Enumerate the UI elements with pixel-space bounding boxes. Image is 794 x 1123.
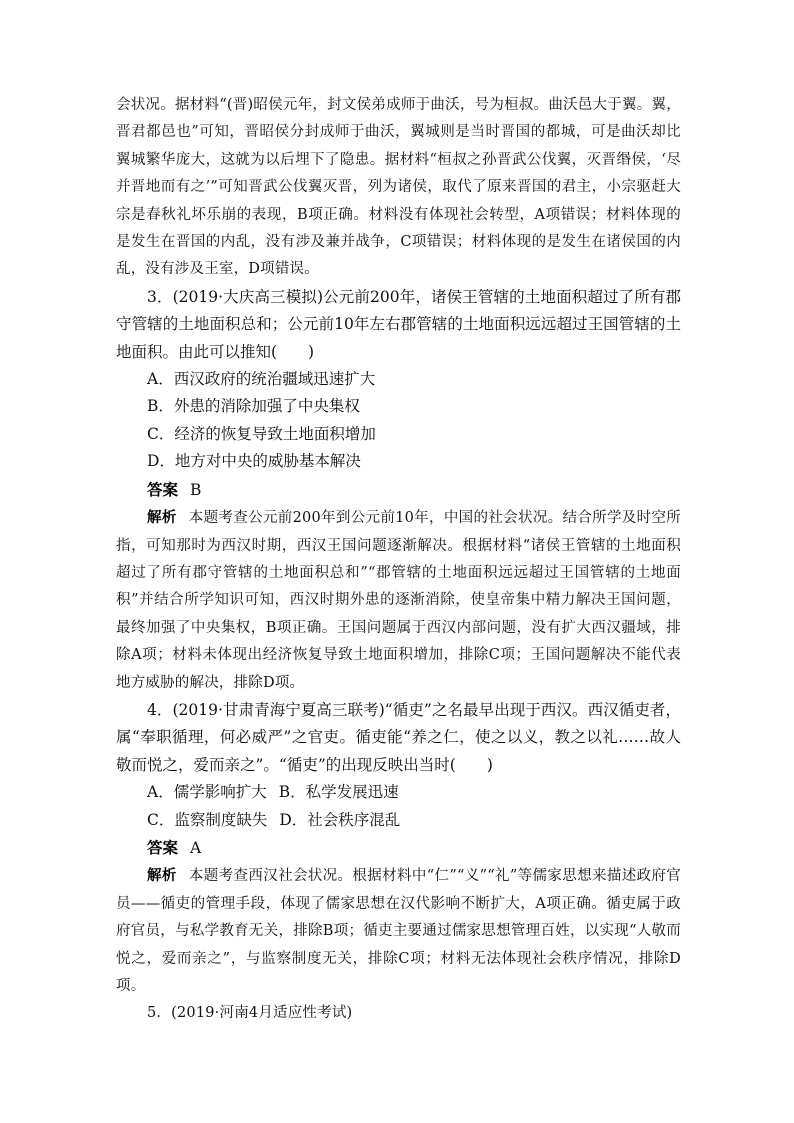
q4-option-d: D．社会秩序混乱 bbox=[279, 810, 401, 829]
q4-analysis-text: 本题考查西汉社会状况。根据材料中“仁”“义”“礼”等儒家思想来描述政府官员——循吏的管理手段，体现了儒家思想在汉代影响不断扩大，A项正确。循吏属于政府官员，与私学教育无关，排除B项；循吏主要通过儒家思想管理百姓，以实现“人敬而悦之，爱而亲之”，与监察制度无关，排除C项；材料无法体现社会秩序情况，排除D项。 bbox=[116, 868, 681, 994]
document-page bbox=[116, 92, 681, 1028]
q3-option-d: D．地方对中央的威胁基本解决 bbox=[147, 452, 361, 471]
q4-answer-value: A bbox=[190, 838, 202, 857]
q3-analysis-text: 本题考查公元前200年到公元前10年，中国的社会状况。结合所学及时空所指，可知那时为西汉时期，西汉王国问题逐渐解决。根据材料“诸侯王管辖的土地面积超过了所有郡守管辖的土地面积总和”“郡管辖的土地面积远远超过王国管辖的土地面积”并结合所学知识可知，西汉时期外患的逐渐消除，使皇帝集中精力解决王国问题，最终加强了中央集权，B项正确。王国问题属于西汉内部问题，没有扩大西汉疆域，排除A项；材料未体现出经济恢复导致土地面积增加，排除C项；王国问题解决不能代表地方威胁的解决，排除D项。 bbox=[116, 510, 682, 691]
question-4 bbox=[116, 697, 681, 1000]
q3-analysis-label: 解析 bbox=[147, 509, 177, 527]
q4-analysis bbox=[116, 862, 681, 1000]
q3-answer bbox=[116, 476, 681, 504]
q4-analysis-label: 解析 bbox=[147, 867, 177, 885]
q3-option-a: A．西汉政府的统治疆域迅速扩大 bbox=[147, 370, 376, 389]
q3-answer-value: B bbox=[190, 480, 202, 499]
q3-option-c: C．经济的恢复导致土地面积增加 bbox=[147, 424, 376, 443]
q4-option-a: A．儒学影响扩大 bbox=[147, 783, 267, 802]
q4-option-c: C．监察制度缺失 bbox=[147, 810, 268, 829]
q3-analysis bbox=[116, 504, 681, 697]
q5-stem: 5．(2019·河南4月适应性考试) bbox=[147, 1005, 353, 1022]
q4-options-row-2 bbox=[116, 807, 681, 834]
question-5 bbox=[116, 1000, 681, 1027]
q4-answer-label: 答案 bbox=[147, 837, 179, 857]
question-3 bbox=[116, 284, 681, 697]
q2-analysis-continuation: 会状况。据材料“(晋)昭侯元年，封文侯弟成师于曲沃，号为桓叔。曲沃邑大于翼。翼，晋君都邑也”可知，晋昭侯分封成师于曲沃，翼城则是当时晋国的都城，可是曲沃却比翼城繁华庞大，这就为以后埋下了隐患。据材料“桓叔之孙晋武公伐翼，灭晋缗侯，‘尽并晋地而有之’”可知晋武公伐翼灭晋，列为诸侯，取代了原来晋国的君主，小宗驱赶大宗是春秋礼坏乐崩的表现，B项正确。材料没有体现社会转型，A项错误；材料体现的是发生在晋国的内乱，没有涉及兼并战争，C项错误；材料体现的是发生在诸侯国的内乱，没有涉及王室，D项错误。 bbox=[116, 97, 681, 278]
q3-option-b: B．外患的消除加强了中央集权 bbox=[147, 397, 360, 416]
q4-answer bbox=[116, 834, 681, 862]
q4-options-row-1 bbox=[116, 779, 681, 806]
q3-stem: 3．(2019·大庆高三模拟)公元前200年，诸侯王管辖的土地面积超过了所有郡守管辖的土地面积总和；公元前10年左右郡管辖的土地面积远远超过王国管辖的土地面积。由此可以推知( ) bbox=[116, 287, 681, 361]
q4-option-b: B．私学发展迅速 bbox=[278, 783, 399, 802]
q3-answer-label: 答案 bbox=[147, 479, 179, 499]
q4-stem: 4．(2019·甘肃青海宁夏高三联考)“循吏”之名最早出现于西汉。西汉循吏者，属“奉职循理，何必威严”之官吏。循吏能“养之仁，使之以义，教之以礼……故人敬而悦之，爱而亲之”。“循吏”的出现反映出当时( ) bbox=[116, 700, 681, 774]
